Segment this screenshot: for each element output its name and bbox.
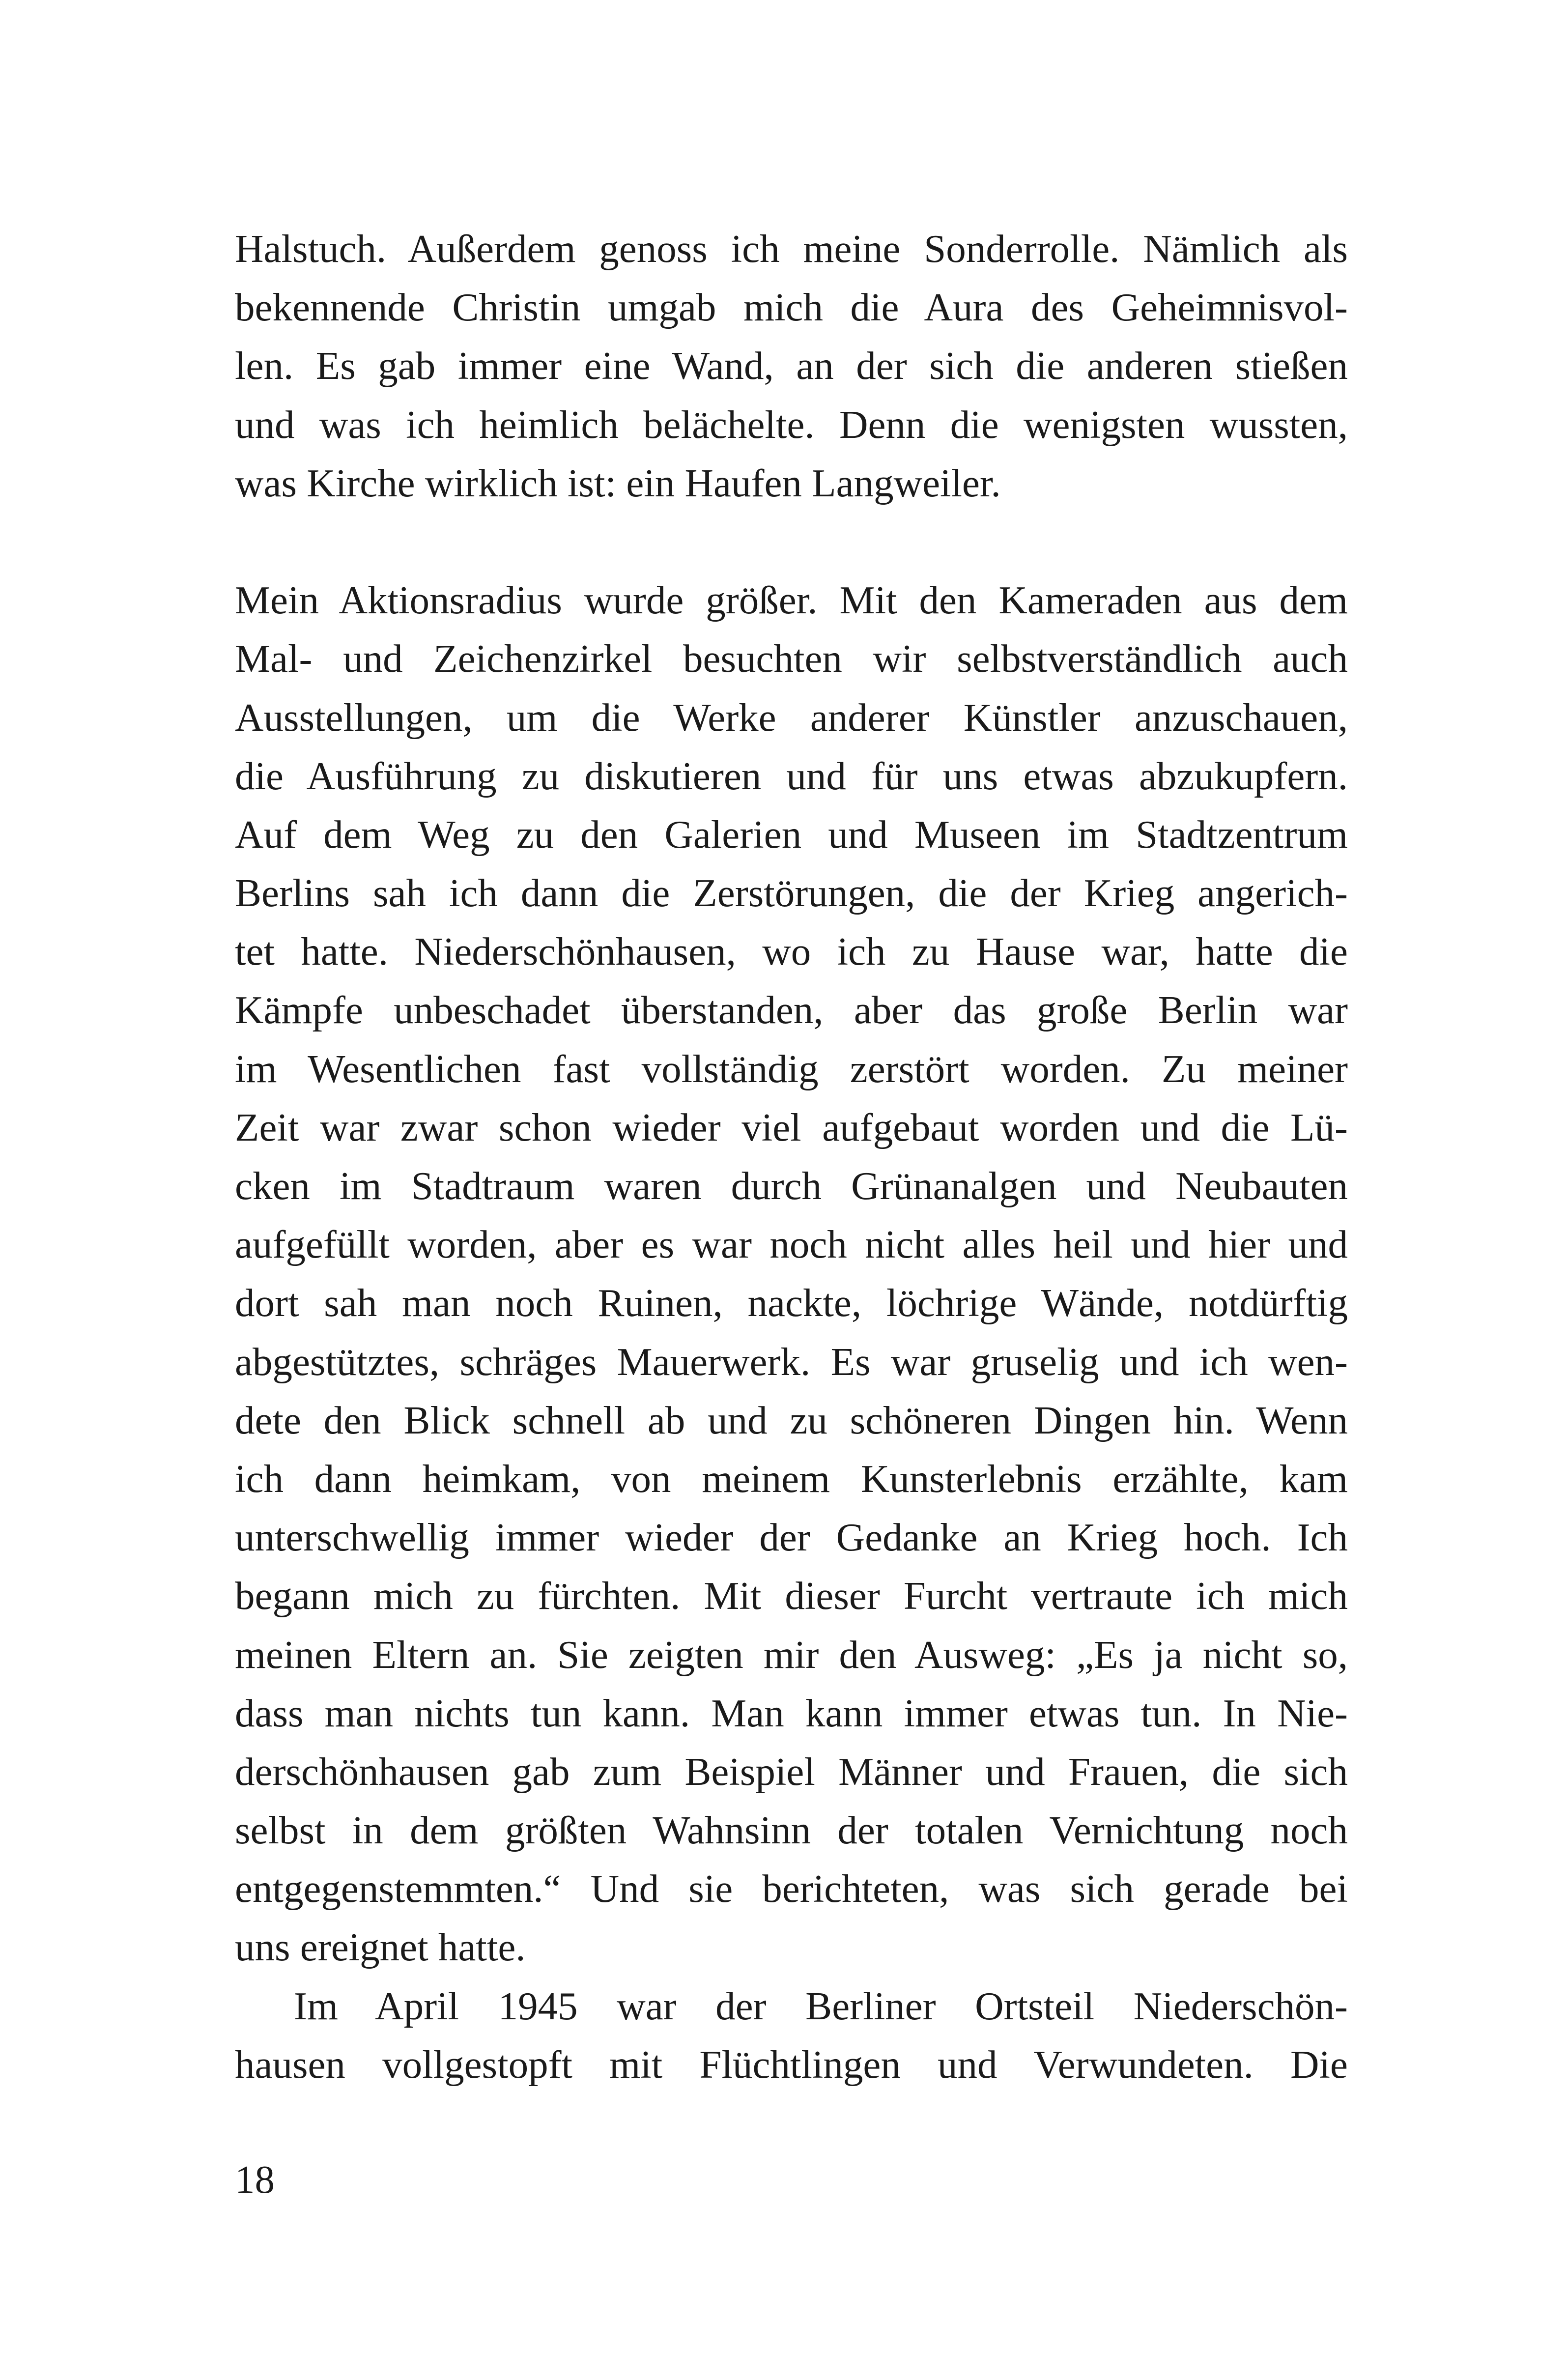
text-line: abgestütztes, schräges Mauerwerk. Es war gruselig und ich wen- <box>235 1339 1348 1384</box>
text-line: was Kirche wirklich ist: ein Haufen Langweiler. <box>235 460 1001 505</box>
text-line: aufgefüllt worden, aber es war noch nicht alles heil und hier und <box>235 1222 1348 1267</box>
text-line: Berlins sah ich dann die Zerstörungen, die der Krieg angerich- <box>235 871 1348 916</box>
text-line: Zeit war zwar schon wieder viel aufgebaut worden und die Lü- <box>235 1105 1348 1149</box>
text-line: Kämpfe unbeschadet überstanden, aber das große Berlin war <box>235 988 1348 1032</box>
text-line: meinen Eltern an. Sie zeigten mir den Ausweg: „Es ja nicht so, <box>235 1632 1348 1677</box>
text-line: unterschwellig immer wieder der Gedanke an Krieg hoch. Ich <box>235 1515 1348 1560</box>
text-line: im Wesentlichen fast vollständig zerstört worden. Zu meiner <box>235 1046 1348 1091</box>
text-line: dete den Blick schnell ab und zu schöneren Dingen hin. Wenn <box>235 1398 1348 1442</box>
paragraph-gap <box>235 513 1348 571</box>
text-line: selbst in dem größten Wahnsinn der totalen Vernichtung noch <box>235 1808 1348 1853</box>
text-line: Ausstellungen, um die Werke anderer Künstler anzuschauen, <box>235 695 1348 740</box>
text-line: dass man nichts tun kann. Man kann immer etwas tun. In Nie- <box>235 1691 1348 1735</box>
text-line: derschönhausen gab zum Beispiel Männer und Frauen, die sich <box>235 1749 1348 1794</box>
text-line: len. Es gab immer eine Wand, an der sich die anderen stießen <box>235 344 1348 388</box>
text-line: Halstuch. Außerdem genoss ich meine Sonderrolle. Nämlich als <box>235 227 1348 271</box>
text-line: die Ausführung zu diskutieren und für uns etwas abzukupfern. <box>235 753 1348 798</box>
text-line: dort sah man noch Ruinen, nackte, löchrige Wände, notdürftig <box>235 1281 1348 1325</box>
text-line: uns ereignet hatte. <box>235 1925 526 1970</box>
text-line: Auf dem Weg zu den Galerien und Museen im Stadtzentrum <box>235 812 1348 857</box>
text-line: tet hatte. Niederschönhausen, wo ich zu Hause war, hatte die <box>235 929 1348 974</box>
text-line: Im April 1945 war der Berliner Ortsteil Niederschön- <box>294 1983 1348 2028</box>
text-line: und was ich heimlich belächelte. Denn die wenigsten wussten, <box>235 402 1348 447</box>
text-line: hausen vollgestopft mit Flüchtlingen und Verwundeten. Die <box>235 2042 1348 2087</box>
body-text <box>235 220 1348 2094</box>
page-number: 18 <box>235 2157 275 2202</box>
text-line: Mein Aktionsradius wurde größer. Mit den Kameraden aus dem <box>235 578 1348 623</box>
text-line: Mal- und Zeichenzirkel besuchten wir selbstverständlich auch <box>235 636 1348 681</box>
text-line: cken im Stadtraum waren durch Grünanalgen und Neubauten <box>235 1164 1348 1208</box>
text-line: entgegenstemmten.“ Und sie berichteten, was sich gerade bei <box>235 1866 1348 1911</box>
text-line: begann mich zu fürchten. Mit dieser Furcht vertraute ich mich <box>235 1574 1348 1618</box>
text-line: ich dann heimkam, von meinem Kunsterlebnis erzählte, kam <box>235 1456 1348 1501</box>
text-line: bekennende Christin umgab mich die Aura des Geheimnisvol- <box>235 285 1348 330</box>
